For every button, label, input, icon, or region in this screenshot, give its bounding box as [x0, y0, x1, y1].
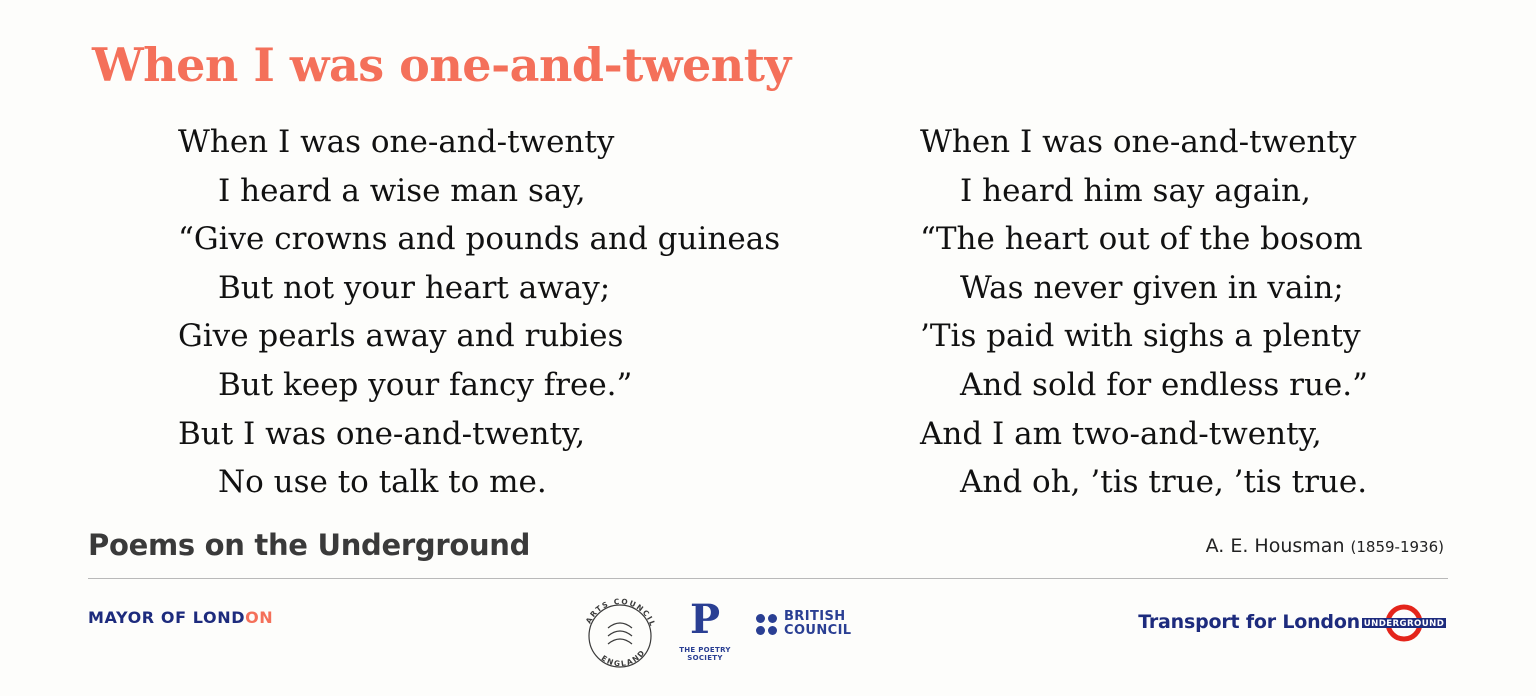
transport-for-london-logo: Transport for London [1138, 611, 1360, 633]
british-council-wordmark [784, 610, 852, 638]
page-title: When I was one-and-twenty [92, 38, 791, 92]
poetry-society-label: THE POETRY SOCIETY [679, 646, 731, 662]
logo-strip [0, 586, 1536, 696]
author-credit [1206, 535, 1444, 557]
british-council-line-2: COUNCIL [784, 623, 852, 638]
author-name: A. E. Housman [1205, 535, 1345, 557]
author-dates: (1859-1936) [1350, 538, 1444, 556]
british-council-line-1: BRITISH [784, 609, 846, 624]
poem-line: I heard a wise man say, [218, 172, 586, 209]
mayor-of-london-label: MAYOR OF LOND [88, 608, 246, 627]
arts-council-england-logo [578, 592, 662, 676]
poem-stanza-1 [0, 118, 781, 507]
british-council-logo [756, 610, 852, 638]
poem-line: And I am two-and-twenty, [920, 415, 1322, 452]
poem-stanza-2 [760, 118, 1536, 507]
poem-line: Give pearls away and rubies [178, 318, 624, 355]
poem-line: I heard him say again, [960, 172, 1311, 209]
poem-line: But I was one-and-twenty, [178, 415, 586, 452]
poem-line: And oh, ’tis true, ’tis true. [960, 464, 1368, 501]
svg-text:UNDERGROUND: UNDERGROUND [1363, 619, 1445, 629]
poem-line: “Give crowns and pounds and guineas [178, 221, 781, 258]
poem-line: But keep your fancy free.” [218, 366, 633, 403]
poem-line: “The heart out of the bosom [920, 221, 1363, 258]
poem-columns [0, 118, 1536, 507]
mayor-of-london-logo [88, 608, 273, 627]
series-title: Poems on the Underground [88, 528, 531, 562]
poem-line: But not your heart away; [218, 269, 611, 306]
svg-text:ARTS COUNCIL: ARTS COUNCIL [583, 596, 658, 629]
poem-line: Was never given in vain; [960, 269, 1344, 306]
poem-line: No use to talk to me. [218, 464, 547, 501]
divider [88, 578, 1448, 579]
underground-roundel-icon [1360, 603, 1448, 643]
poetry-society-mark: P [689, 596, 721, 643]
mayor-of-london-accent: ON [245, 608, 274, 627]
british-council-dots-icon [756, 614, 777, 635]
poetry-society-logo [668, 594, 742, 674]
poem-line: When I was one-and-twenty [178, 124, 615, 160]
svg-text:ENGLAND: ENGLAND [599, 647, 648, 669]
poem-line: When I was one-and-twenty [920, 124, 1357, 160]
poem-line: And sold for endless rue.” [960, 366, 1368, 403]
poem-line: ’Tis paid with sighs a plenty [920, 318, 1361, 355]
